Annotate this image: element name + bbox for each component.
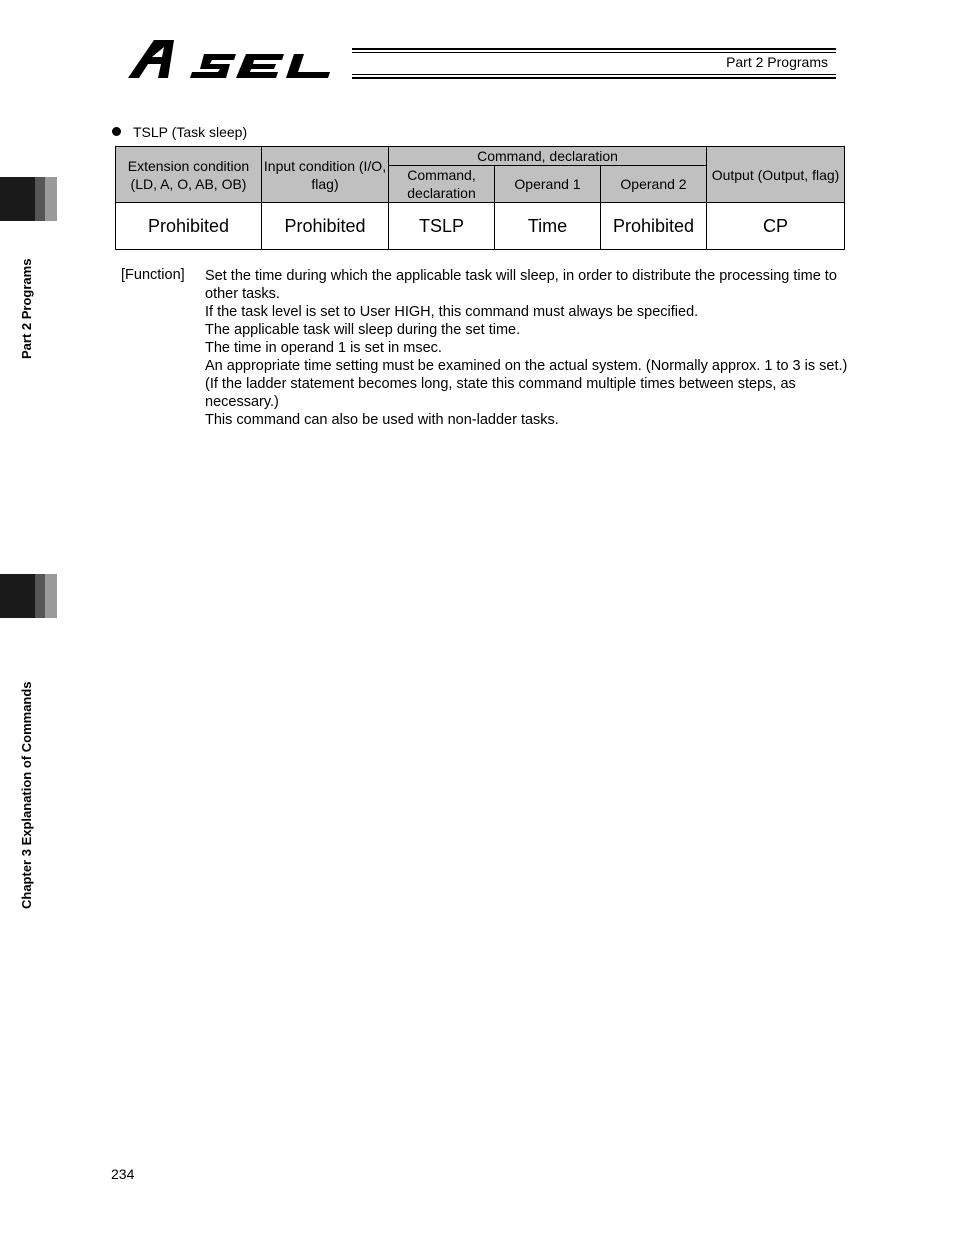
function-paragraph: (If the ladder statement becomes long, state this command multiple times between steps, as necessary.) — [205, 376, 796, 410]
function-description — [205, 267, 850, 429]
side-chapter-label: Chapter 3 Explanation of Commands — [19, 681, 34, 909]
chapter-tab-marker — [0, 574, 57, 618]
header-operand-1: Operand 1 — [495, 166, 601, 203]
function-paragraph: Set the time during which the applicable task will sleep, in order to distribute the processing time to other tasks. — [205, 268, 837, 302]
cell-input-condition: Prohibited — [262, 203, 389, 250]
function-paragraph: The time in operand 1 is set in msec. — [205, 340, 442, 356]
header-rule — [352, 46, 836, 80]
header-operand-2: Operand 2 — [601, 166, 707, 203]
page-number: 234 — [111, 1166, 135, 1182]
cell-operand-2: Prohibited — [601, 203, 707, 250]
header-input-condition: Input condition (I/O, flag) — [262, 147, 389, 203]
function-paragraph: An appropriate time setting must be examined on the actual system. (Normally approx. 1 to 3 is set.) — [205, 358, 848, 374]
table-row — [116, 203, 845, 250]
function-paragraph: If the task level is set to User HIGH, this command must always be specified. — [205, 304, 699, 320]
header-output: Output (Output, flag) — [707, 147, 845, 203]
header-command-group: Command, declaration — [389, 147, 707, 166]
command-table — [115, 146, 845, 250]
asel-logo — [124, 36, 354, 82]
function-paragraph: The applicable task will sleep during the set time. — [205, 322, 521, 338]
header-section-title: Part 2 Programs — [726, 54, 828, 70]
cell-output: CP — [707, 203, 845, 250]
part-tab-marker — [0, 177, 57, 221]
cell-extension-condition: Prohibited — [116, 203, 262, 250]
bullet-icon — [112, 127, 121, 136]
cell-operand-1: Time — [495, 203, 601, 250]
section-title: TSLP (Task sleep) — [112, 124, 247, 140]
side-part-label: Part 2 Programs — [19, 258, 34, 359]
cell-command: TSLP — [389, 203, 495, 250]
header-extension-condition: Extension condition (LD, A, O, AB, OB) — [116, 147, 262, 203]
function-label: [Function] — [121, 267, 185, 283]
header-command: Command, declaration — [389, 166, 495, 203]
function-paragraph: This command can also be used with non-ladder tasks. — [205, 412, 559, 428]
